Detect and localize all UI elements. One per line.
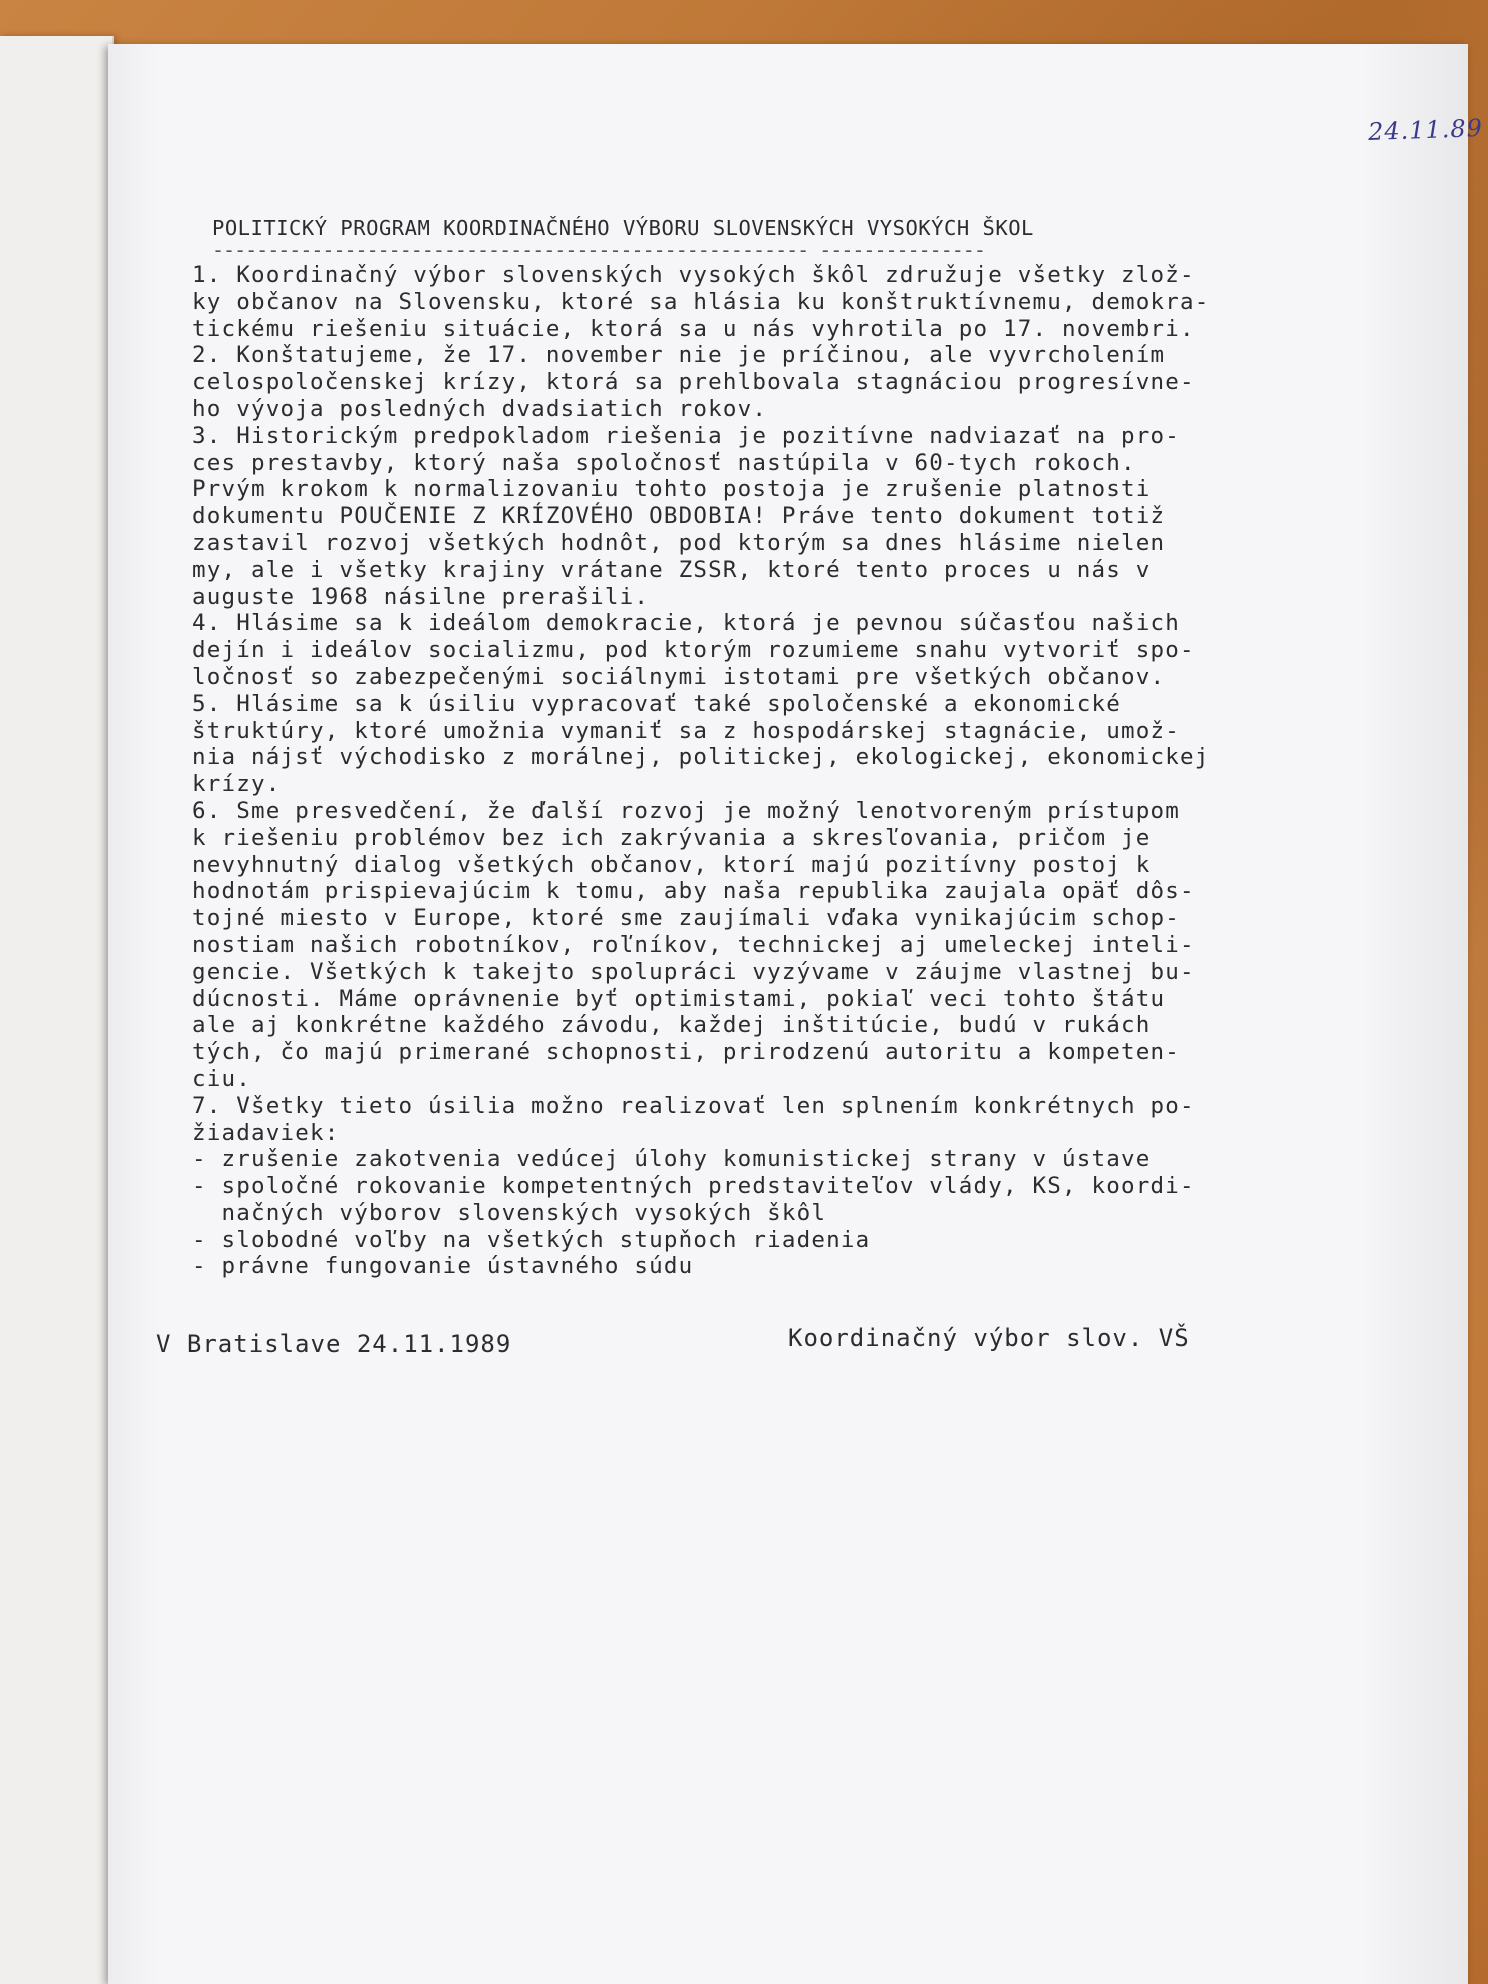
text-line: nia nájsť východisko z morálnej, politickej, ekologickej, ekonomickej: [192, 744, 1210, 771]
text-line: 5. Hlásime sa k úsiliu vypracovať také spoločenské a ekonomické: [192, 690, 1122, 717]
text-line: ky občanov na Slovensku, ktoré sa hlásia ku konštruktívnemu, demokra-: [192, 288, 1210, 315]
text-line: ciu.: [192, 1065, 251, 1092]
text-line: celospoločenskej krízy, ktorá sa prehlbovala stagnáciou progresívne-: [192, 369, 1195, 396]
text-line: k riešeniu problémov bez ich zakrývania a skresľovania, pričom je: [192, 824, 1151, 851]
text-line: dejín i ideálov socializmu, pod ktorým rozumieme snahu vytvoriť spo-: [192, 637, 1195, 664]
text-line: krízy.: [192, 771, 281, 798]
document-title: POLITICKÝ PROGRAM KOORDINAČNÉHO VÝBORU SLOVENSKÝCH VYSOKÝCH ŠKOL: [212, 216, 1034, 240]
underlying-sheet: [0, 36, 114, 1984]
text-line: 7. Všetky tieto úsilia možno realizovať len splnením konkrétnych po-: [192, 1092, 1195, 1119]
text-line: hodnotám prispievajúcim k tomu, aby naša republika zaujala opäť dôs-: [192, 878, 1195, 905]
text-line: nostiam našich robotníkov, roľníkov, technickej aj umeleckej inteli-: [192, 931, 1195, 958]
text-line: žiadaviek:: [192, 1119, 340, 1146]
text-line: Prvým krokom k normalizovaniu tohto postoja je zrušenie platnosti: [192, 476, 1151, 503]
text-line: dúcnosti. Máme oprávnenie byť optimistami, pokiaľ veci tohto štátu: [192, 985, 1166, 1012]
text-line: auguste 1968 násilne prerašili.: [192, 583, 650, 610]
text-line: dokumentu POUČENIE Z KRÍZOVÉHO OBDOBIA! Práve tento dokument totiž: [192, 503, 1166, 530]
text-line: načných výborov slovenských vysokých škôl: [192, 1199, 827, 1226]
text-line: - spoločné rokovanie kompetentných predstaviteľov vlády, KS, koordi-: [192, 1173, 1195, 1200]
text-line: 6. Sme presvedčení, že ďalší rozvoj je možný lenotvoreným prístupom: [192, 797, 1180, 824]
text-line: tickému riešeniu situácie, ktorá sa u nás vyhrotila po 17. novembri.: [192, 315, 1195, 342]
text-line: ces prestavby, ktorý naša spoločnosť nastúpila v 60-tych rokoch.: [192, 449, 1136, 476]
document-body: [192, 262, 1372, 1280]
text-line: - zrušenie zakotvenia vedúcej úlohy komunistickej strany v ústave: [192, 1146, 1151, 1173]
text-line: nevyhnutný dialog všetkých občanov, ktorí majú pozitívny postoj k: [192, 851, 1151, 878]
text-line: gencie. Všetkých k takejto spolupráci vyzývame v záujme vlastnej bu-: [192, 958, 1195, 985]
text-line: ale aj konkrétne každého závodu, každej inštitúcie, budú v rukách: [192, 1012, 1151, 1039]
text-line: zastavil rozvoj všetkých hodnôt, pod ktorým sa dnes hlásime nielen: [192, 529, 1166, 556]
text-line: ho vývoja posledných dvadsiatich rokov.: [192, 395, 768, 422]
text-line: štruktúry, ktoré umožnia vymaniť sa z hospodárskej stagnácie, umož-: [192, 717, 1180, 744]
text-line: - právne fungovanie ústavného súdu: [192, 1253, 694, 1280]
text-line: 1. Koordinačný výbor slovenských vysokých škôl združuje všetky zlož-: [192, 262, 1195, 288]
text-line: 3. Historickým predpokladom riešenia je pozitívne nadviazať na pro-: [192, 422, 1180, 449]
text-line: tých, čo majú primerané schopnosti, prirodzenú autoritu a kompeten-: [192, 1039, 1180, 1066]
handwritten-date: 24.11.89: [1367, 114, 1484, 146]
signature-line: Koordinačný výbor slov. VŠ: [788, 1324, 1190, 1352]
place-and-date: V Bratislave 24.11.1989: [156, 1330, 512, 1358]
text-line: ločnosť so zabezpečenými sociálnymi istotami pre všetkých občanov.: [192, 663, 1166, 690]
title-underline: ------------------------------------------------------ ---------------: [212, 238, 985, 262]
text-line: - slobodné voľby na všetkých stupňoch riadenia: [192, 1226, 871, 1253]
text-line: tojné miesto v Europe, ktoré sme zaujímali vďaka vynikajúcim schop-: [192, 905, 1180, 932]
text-line: 2. Konštatujeme, že 17. november nie je príčinou, ale vyvrcholením: [192, 342, 1166, 369]
text-line: 4. Hlásime sa k ideálom demokracie, ktorá je pevnou súčasťou našich: [192, 610, 1180, 637]
text-line: my, ale i všetky krajiny vrátane ZSSR, ktoré tento proces u nás v: [192, 556, 1151, 583]
